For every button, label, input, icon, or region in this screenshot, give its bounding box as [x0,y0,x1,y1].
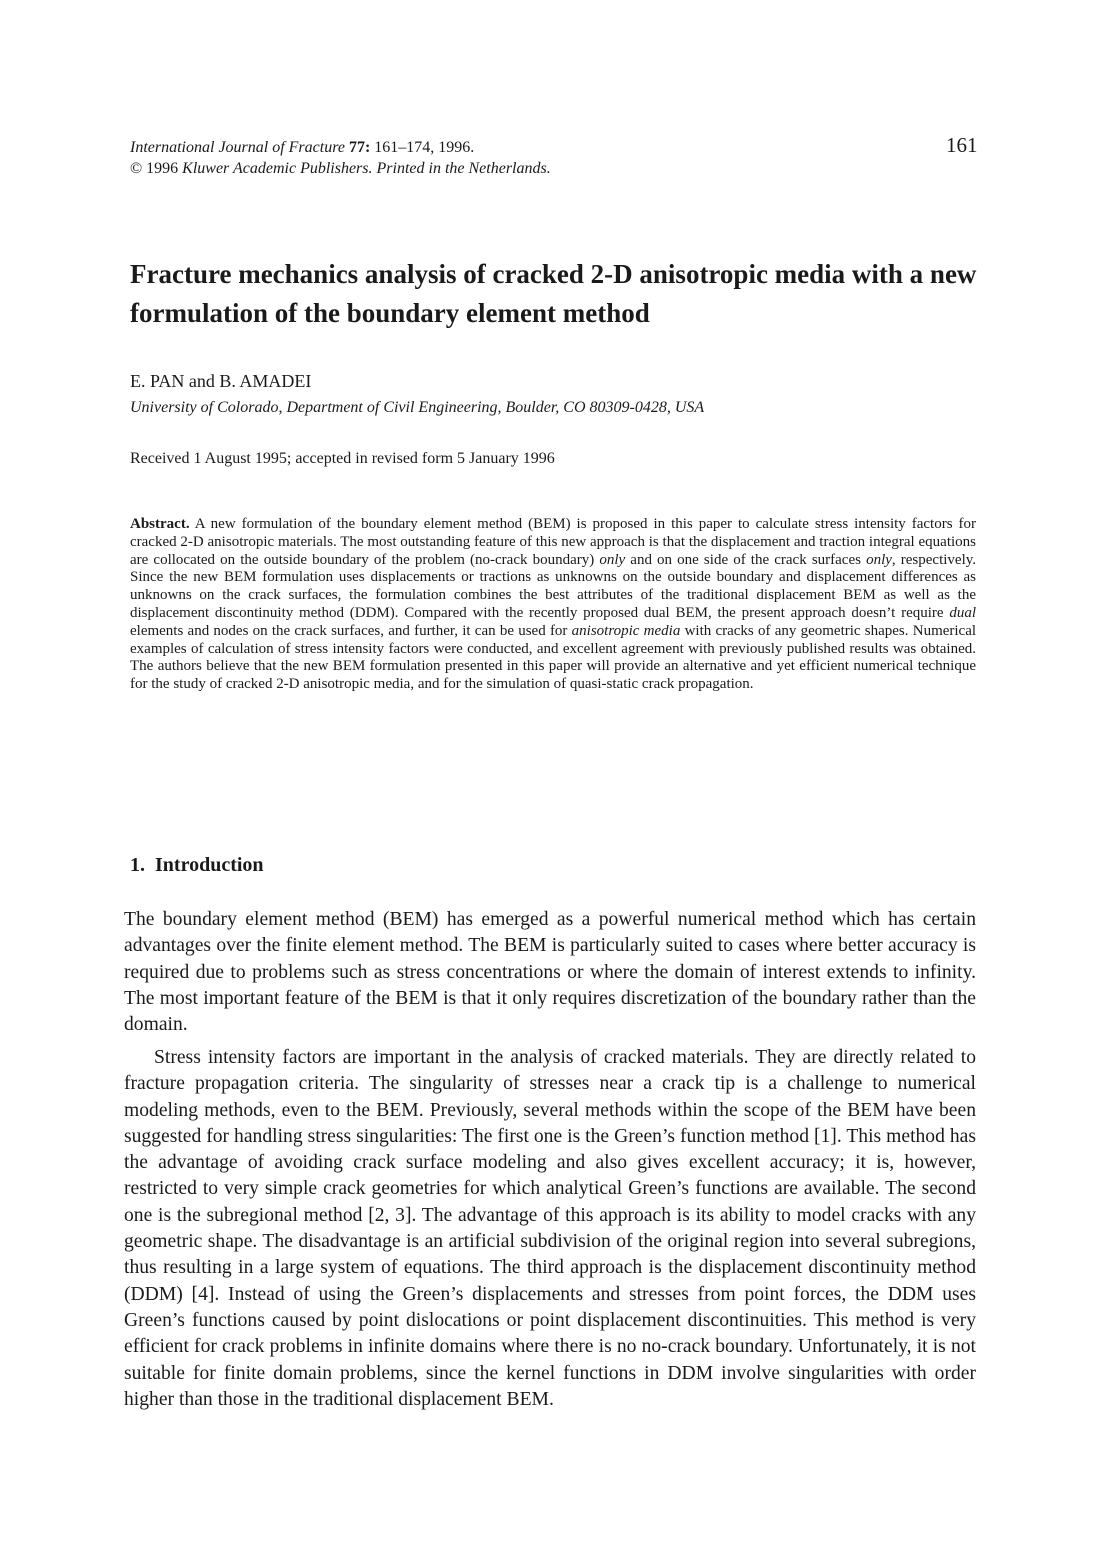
paper-title: Fracture mechanics analysis of cracked 2-D anisotropic media with a new formulation of the boundary element method [130,259,977,328]
abstract-emphasis: only [599,551,626,568]
abstract-text: and on one side of the crack surfaces [630,551,861,568]
intro-paragraph-2: Stress intensity factors are important in the analysis of cracked materials. They are directly related to fracture propagation criteria. The singularity of stresses near a crack tip is a challenge to numerical modeling methods, even to the BEM. Previously, several methods within the scope of the BEM have been suggested for handling stress singularities: The first one is the Green’s function method [1]. This method has the advantage of avoiding crack surface modeling and also gives excellent accuracy; it is, however, restricted to very simple crack geometries for which analytical Green’s functions are available. The second one is the subregional method [2, 3]. The advantage of this approach is its ability to model cracks with any geometric shape. The disadvantage is an artificial subdivision of the original region into several subregions, thus resulting in a large system of equations. The third approach is the displacement discontinuity method (DDM) [4]. Instead of using the Green’s displacements and stresses from point forces, the DDM uses Green’s functions caused by point dislocations or point displacement discontinuities. This method is very efficient for crack problems in infinite domains where there is no no-crack boundary. Unfortunately, it is not suitable for finite domain problems, since the kernel functions in DDM involve singularities with order higher than those in the traditional displacement BEM. [124,1047,976,1410]
abstract-emphasis: dual [949,604,977,621]
copyright-symbol: © [130,160,143,177]
abstract-text: elements and nodes on the crack surfaces, and further, it can be used for [130,622,568,639]
abstract-text: with cracks of any geometric shapes. Numerical examples of calculation of stress intensity factors were conducted, and excellent agreement with previously published results was obtained. The authors believe that the new BEM formulation presented in this paper will provide an alternative and yet efficient numerical technique for the study of cracked 2-D anisotropic media, and for the simulation of quasi-static crack propagation. [130,622,977,693]
abstract-label: Abstract. [130,516,190,532]
copyright-year: 1996 [146,160,179,177]
section-number: 1. [130,854,145,876]
journal-volume: 77: [348,139,371,156]
journal-name: International Journal of Fracture [130,139,345,156]
journal-header [130,137,551,179]
printed-location: Printed in the Netherlands. [376,160,551,177]
section-heading [130,854,264,877]
received-dates: Received 1 August 1995; accepted in revised form 5 January 1996 [130,450,555,467]
affiliation: University of Colorado, Department of Civil Engineering, Boulder, CO 80309-0428, USA [130,399,705,416]
intro-paragraph-1: The boundary element method (BEM) has emerged as a powerful numerical method which has certain advantages over the finite element method. The BEM is particularly suited to cases where better accuracy is required due to problems such as stress concentrations or where the domain of interest extends to infinity. The most important feature of the BEM is that it only requires discretization of the boundary rather than the domain. [124,909,976,1036]
abstract [130,516,976,694]
section-title: Introduction [155,854,264,876]
publisher: Kluwer Academic Publishers. [182,160,373,177]
abstract-emphasis: anisotropic media [571,622,681,639]
journal-pages-year: 161–174, 1996. [374,139,475,156]
abstract-emphasis: only [866,551,892,568]
authors: E. PAN and B. AMADEI [130,371,312,391]
copyright-line [130,158,551,179]
abstract-text: , respectively. Since the new BEM formulation uses displacements or tractions as unknowns on the outside boundary and displacement differences as unknowns on the crack surfaces, the formulation combines the best attributes of the traditional displacement BEM as well as the displacement discontinuity method (DDM). Compared with the recently proposed dual BEM, the present approach doesn’t require [130,551,977,621]
page-number: 161 [946,133,978,157]
abstract-text: A new formulation of the boundary element method (BEM) is proposed in this paper to calculate stress intensity factors for cracked 2-D anisotropic materials. The most outstanding feature of this new approach is that the displacement and traction integral equations are collocated on the outside boundary of the problem (no-crack boundary) [130,516,976,568]
journal-citation-line [130,137,551,158]
